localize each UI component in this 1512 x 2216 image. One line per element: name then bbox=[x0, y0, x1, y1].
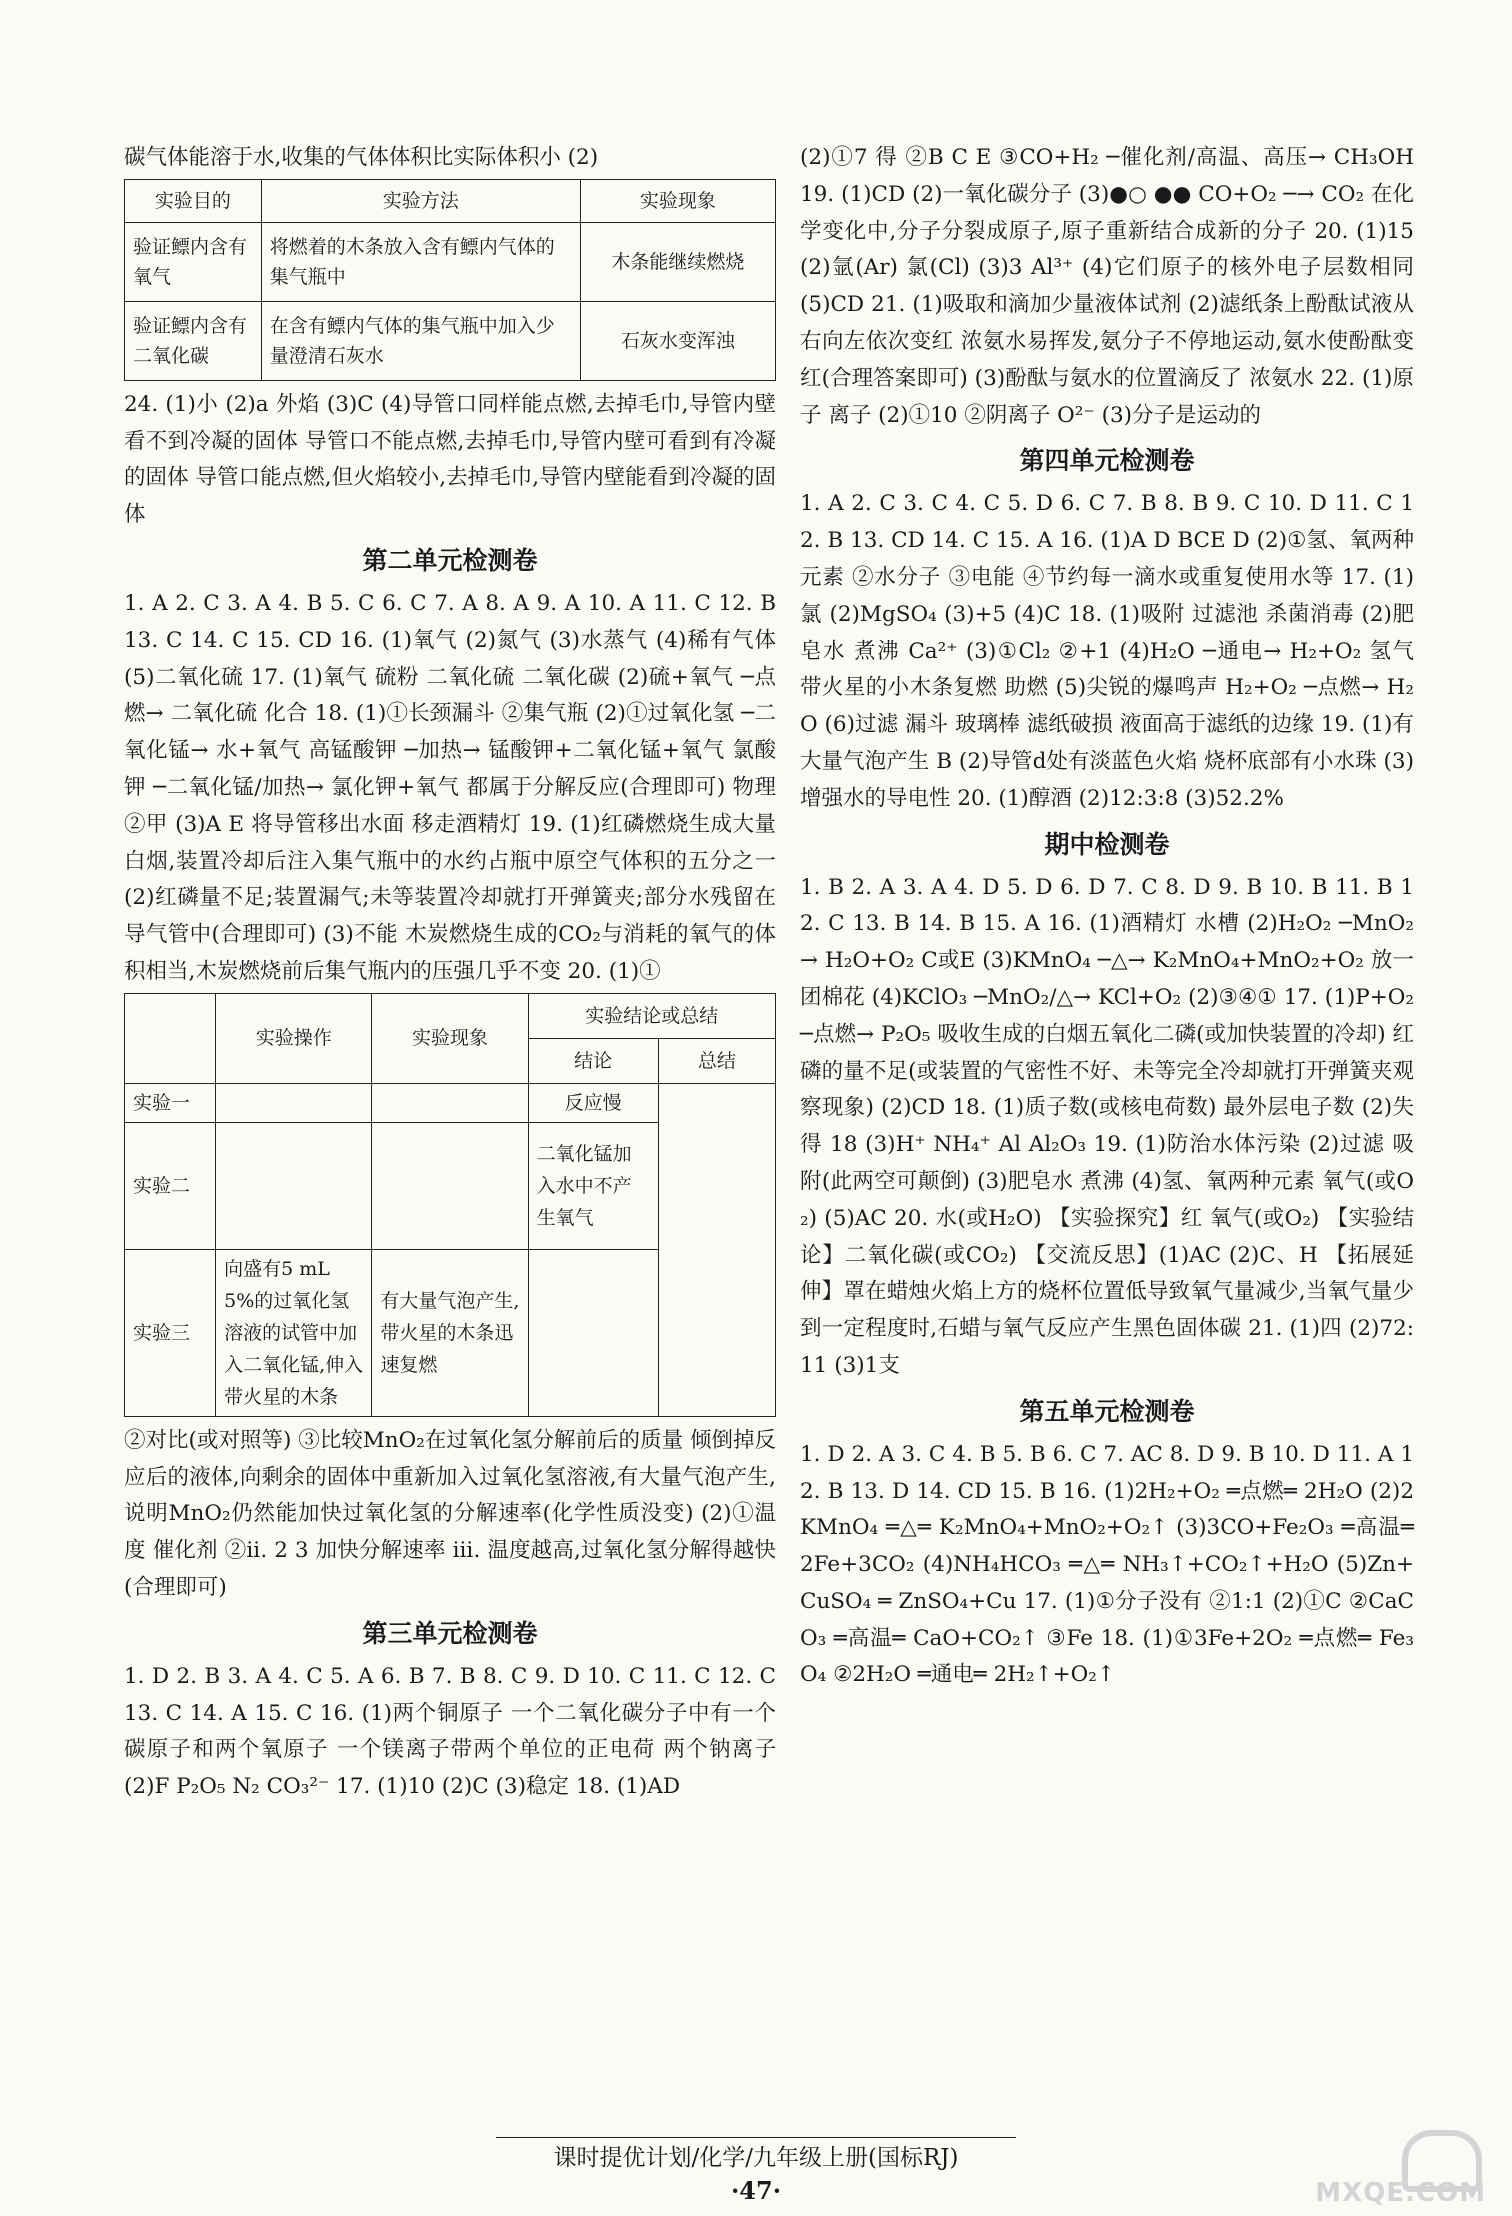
table-cell: 实验三 bbox=[125, 1249, 216, 1416]
section-heading: 期中检测卷 bbox=[1044, 829, 1170, 859]
table-header-row bbox=[125, 179, 776, 222]
watermark-text: MXQE.COM bbox=[1315, 2178, 1486, 2208]
section-heading: 第二单元检测卷 bbox=[362, 545, 538, 575]
table-cell: 向盛有5 mL 5%的过氧化氢溶液的试管中加入二氧化锰,伸入带火星的木条 bbox=[216, 1249, 372, 1416]
section-heading: 第五单元检测卷 bbox=[1019, 1396, 1195, 1426]
table-cell: 有大量气泡产生,带火星的木条迅速复燃 bbox=[372, 1249, 528, 1416]
experiment-table-2 bbox=[124, 993, 776, 1417]
experiment-table-1 bbox=[124, 179, 776, 381]
section-heading: 第四单元检测卷 bbox=[1019, 446, 1195, 476]
answer-paragraph: (2)①7 得 ②B C E ③CO+H₂ ─催化剂/高温、高压→ CH₃OH 19. (1)CD (2)一氧化碳分子 (3)●○ ●● CO+O₂ ─→ CO₂ 在化学变化中,分子分裂成原子,原子重新结合成新的分子 20. (1)15 (2)氩(Ar) 氯(Cl) (3)3 Al³⁺ (4)它们原子的核外电子层数相同 (5)CD 21. (1)吸取和滴加少量液体试剂 (2)滤纸条上酚酞试液从右向左依次变红 浓氨水易挥发,氨分子不停地运动,氨水使酚酞变红(合理答案即可) (3)酚酞与氨水的位置滴反了 浓氨水 22. (1)原子 离子 (2)①10 ②阴离子 O²⁻ (3)分子是运动的 bbox=[800, 145, 1421, 428]
table-header-cell: 结论 bbox=[528, 1038, 658, 1083]
table-header-cell: 实验操作 bbox=[216, 993, 372, 1083]
watermark bbox=[1300, 2130, 1490, 2210]
table-cell: 实验二 bbox=[125, 1122, 216, 1249]
footer-divider bbox=[496, 2137, 1016, 2138]
table-cell: 验证鳔内含有氧气 bbox=[125, 222, 262, 301]
answer-paragraph: 1. B 2. A 3. A 4. D 5. D 6. D 7. C 8. D 9. B 10. B 11. B 12. C 13. B 14. B 15. A 16. (1)酒精灯 水槽 (2)H₂O₂ ─MnO₂→ H₂O+O₂ C或E (3)KMnO₄ ─△→ K₂MnO₄+MnO₂+O₂ 放一团棉花 (4)KClO₃ ─MnO₂/△→ KCl+O₂ (2)③④① 17. (1)P+O₂ ─点燃→ P₂O₅ 吸收生成的白烟五氧化二磷(或加快装置的冷却) 红磷的量不足(或装置的气密性不好、未等完全冷却就打开弹簧夹观察现象) (2)CD 18. (1)质子数(或核电荷数) 最外层电子数 (2)失 得 18 (3)H⁺ NH₄⁺ Al Al₂O₃ 19. (1)防治水体污染 (2)过滤 吸附(此两空可颠倒) (3)肥皂水 煮沸 (4)氢、氧两种元素 氧气(或O₂) (5)AC 20. 水(或H₂O) 【实验探究】红 氧气(或O₂) 【实验结论】二氧化碳(或CO₂) 【交流反思】(1)AC (2)C、H 【拓展延伸】罩在蜡烛火焰上方的烧杯位置低导致氧气量减少,当氧气量少到一定程度时,石蜡与氧气反应产生黑色固体碳 21. (1)四 (2)72:11 (3)1支 bbox=[800, 874, 1421, 1378]
table-cell: 在含有鳔内气体的集气瓶中加入少量澄清石灰水 bbox=[261, 301, 580, 380]
footer-title: 课时提优计划/化学/九年级上册(国标RJ) bbox=[553, 2145, 959, 2171]
answer-paragraph: 24. (1)小 (2)a 外焰 (3)C (4)导管口同样能点燃,去掉毛巾,导管内壁看不到冷凝的固体 导管口不能点燃,去掉毛巾,导管内壁可看到有冷凝的固体 导管口能点燃,但火焰较小,去掉毛巾,导管内壁能看到冷凝的固体 bbox=[124, 391, 776, 528]
table-header-cell: 实验目的 bbox=[125, 179, 262, 222]
left-column bbox=[124, 140, 783, 1806]
table-row bbox=[125, 301, 776, 380]
section-heading: 第三单元检测卷 bbox=[362, 1618, 538, 1648]
answer-paragraph: ②对比(或对照等) ③比较MnO₂在过氧化氢分解前后的质量 倾倒掉反应后的液体,向剩余的固体中重新加入过氧化氢溶液,有大量气泡产生,说明MnO₂仍然能加快过氧化氢的分解速率(化学性质没变) (2)①温度 催化剂 ②ⅱ. 2 3 加快分解速率 ⅲ. 温度越高,过氧化氢分解得越快(合理即可) bbox=[124, 1427, 776, 1600]
table-header-cell: 实验现象 bbox=[580, 179, 775, 222]
answer-paragraph: 1. D 2. B 3. A 4. C 5. A 6. B 7. B 8. C 9. D 10. C 11. C 12. C 13. C 14. A 15. C 16. (1)两个铜原子 一个二氧化碳分子中有一个碳原子和两个氧原子 一个镁离子带两个单位的正电荷 两个钠离子 (2)F P₂O₅ N₂ CO₃²⁻ 17. (1)10 (2)C (3)稳定 18. (1)AD bbox=[124, 1663, 783, 1800]
table-header-row bbox=[125, 993, 776, 1038]
table-header-cell: 总结 bbox=[658, 1038, 775, 1083]
table-row bbox=[125, 1083, 776, 1122]
table-row bbox=[125, 222, 776, 301]
table-cell: 实验一 bbox=[125, 1083, 216, 1122]
table-header-cell: 实验方法 bbox=[261, 179, 580, 222]
answer-paragraph: 1. D 2. A 3. C 4. B 5. B 6. C 7. AC 8. D 9. B 10. D 11. A 12. B 13. D 14. CD 15. B 16. (1)2H₂+O₂ ═点燃═ 2H₂O (2)2KMnO₄ ═△═ K₂MnO₄+MnO₂+O₂↑ (3)3CO+Fe₂O₃ ═高温═ 2Fe+3CO₂ (4)NH₄HCO₃ ═△═ NH₃↑+CO₂↑+H₂O (5)Zn+CuSO₄ ═ ZnSO₄+Cu 17. (1)①分子没有 ②1:1 (2)①C ②CaCO₃ ═高温═ CaO+CO₂↑ ③Fe 18. (1)①3Fe+2O₂ ═点燃═ Fe₃O₄ ②2H₂O ═通电═ 2H₂↑+O₂↑ bbox=[800, 1441, 1421, 1688]
table-cell: 木条能继续燃烧 bbox=[580, 222, 775, 301]
answer-paragraph: 1. A 2. C 3. C 4. C 5. D 6. C 7. B 8. B 9. C 10. D 11. C 12. B 13. CD 14. C 15. A 16. (1)A D BCE D (2)①氢、氧两种元素 ②水分子 ③电能 ④节约每一滴水或重复使用水等 17. (1)氯 (2)MgSO₄ (3)+5 (4)C 18. (1)吸附 过滤池 杀菌消毒 (2)肥皂水 煮沸 Ca²⁺ (3)①Cl₂ ②+1 (4)H₂O ─通电→ H₂+O₂ 氢气 带火星的小木条复燃 助燃 (5)尖锐的爆鸣声 H₂+O₂ ─点燃→ H₂O (6)过滤 漏斗 玻璃棒 滤纸破损 液面高于滤纸的边缘 19. (1)有大量气泡产生 B (2)导管d处有淡蓝色火焰 烧杯底部有小水珠 (3)增强水的导电性 20. (1)醇酒 (2)12:3:8 (3)52.2% bbox=[800, 491, 1421, 811]
table-header-cell: 实验现象 bbox=[372, 993, 528, 1083]
table-cell: 石灰水变浑浊 bbox=[580, 301, 775, 380]
table-cell: 将燃着的木条放入含有鳔内气体的集气瓶中 bbox=[261, 222, 580, 301]
page-number: ·47· bbox=[730, 2176, 782, 2205]
table-cell: 验证鳔内含有二氧化碳 bbox=[125, 301, 262, 380]
right-column bbox=[800, 140, 1421, 1694]
table-cell: 反应慢 bbox=[528, 1083, 658, 1122]
table-header-cell: 实验结论或总结 bbox=[528, 993, 775, 1038]
table-cell: 二氧化锰加入水中不产生氧气 bbox=[528, 1122, 658, 1249]
answer-paragraph: 1. A 2. C 3. A 4. B 5. C 6. C 7. A 8. A 9. A 10. A 11. C 12. B 13. C 14. C 15. CD 16. (1)氧气 (2)氮气 (3)水蒸气 (4)稀有气体 (5)二氧化硫 17. (1)氧气 硫粉 二氧化硫 二氧化碳 (2)硫+氧气 ─点燃→ 二氧化硫 化合 18. (1)①长颈漏斗 ②集气瓶 (2)①过氧化氢 ─二氧化锰→ 水+氧气 高锰酸钾 ─加热→ 锰酸钾+二氧化锰+氧气 氯酸钾 ─二氧化锰/加热→ 氯化钾+氧气 都属于分解反应(合理即可) 物理 ②甲 (3)A E 将导管移出水面 移走酒精灯 19. (1)红磷燃烧生成大量白烟,装置冷却后注入集气瓶中的水约占瓶中原空气体积的五分之一 (2)红磷量不足;装置漏气;未等装置冷却就打开弹簧夹;部分水残留在导气管中(合理即可) (3)不能 木炭燃烧生成的CO₂与消耗的氧气的体积相当,木炭燃烧前后集气瓶内的压强几乎不变 20. (1)① bbox=[124, 590, 783, 984]
answer-paragraph: 碳气体能溶于水,收集的气体体积比实际体积小 (2) bbox=[124, 145, 599, 170]
